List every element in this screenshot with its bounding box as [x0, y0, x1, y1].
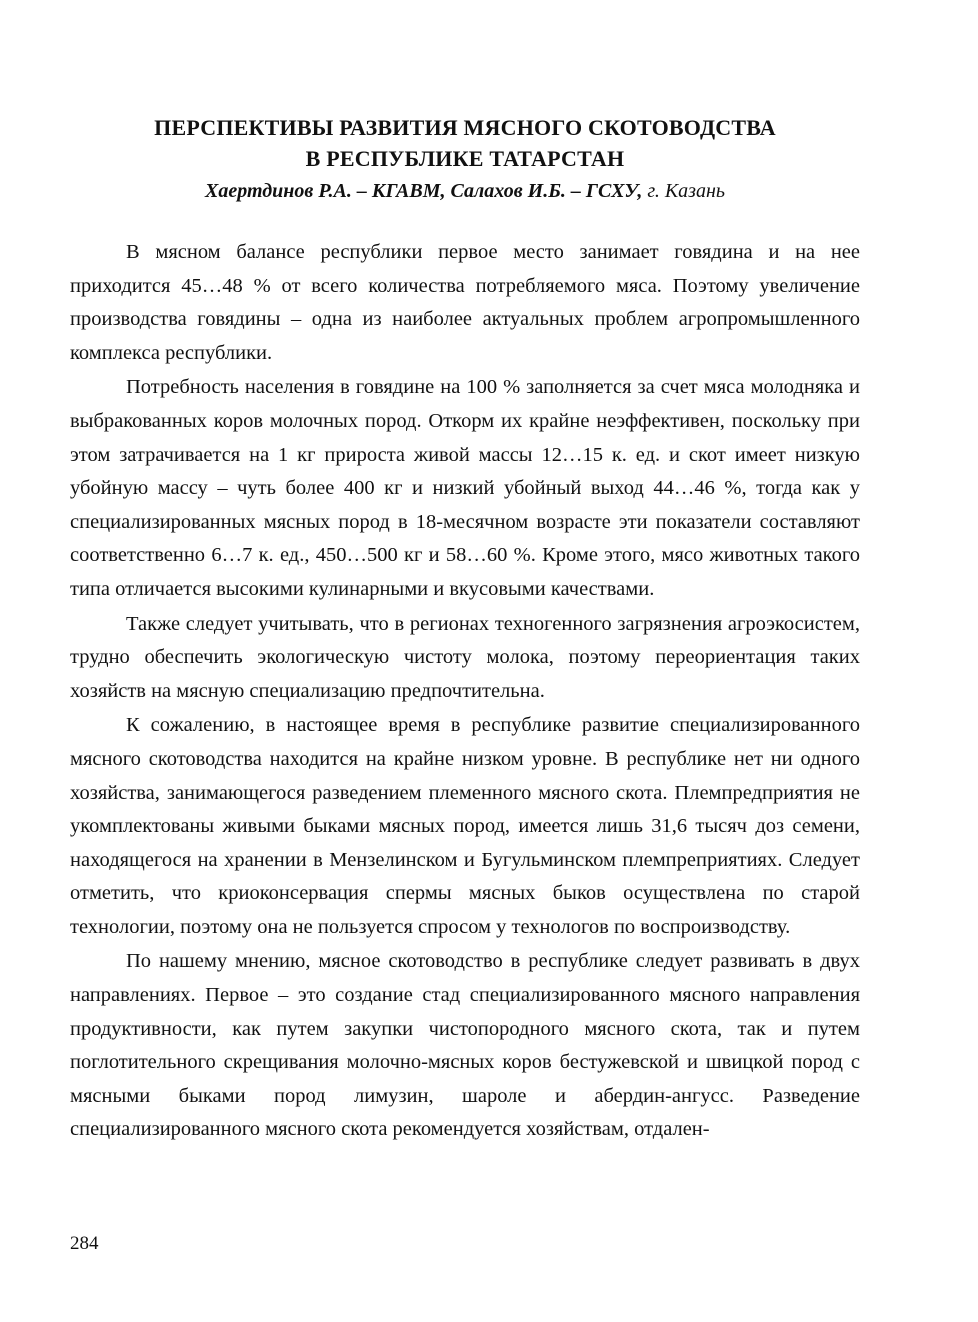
- paragraph-5: По нашему мнению, мясное скотоводство в республике следует развивать в двух направлениях. Первое – это создание стад специализированного мясного направления продуктивности, как путем закупки чистопородного мясного скота, так и путем поглотительного скрещивания молочно-мясных коров бестужевской и швицкой пород с мясными быками пород лимузин, шароле и абердин-ангусс. Разведение специализированного мясного скота рекомендуется хозяйствам, отдален-: [70, 950, 860, 1141]
- paragraph-2: Потребность населения в говядине на 100 % заполняется за счет мяса молодняка и выбракованных коров молочных пород. Откорм их крайне неэффективен, поскольку при этом затрачивается на 1 кг прироста живой массы 12…15 к. ед. и скот имеет низкую убойную массу – чуть более 400 кг и низкий убойный выход 44…46 %, тогда как у специализированных мясных пород в 18-месячном возрасте эти показатели составляют соответственно 6…7 к. ед., 450…500 кг и 58…60 %. Кроме этого, мясо животных такого типа отличается высокими кулинарными и вкусовыми качествами.: [70, 376, 860, 600]
- article-title-line-2: В РЕСПУБЛИКЕ ТАТАРСТАН: [305, 146, 625, 171]
- paragraph-4: К сожалению, в настоящее время в республике развитие специализированного мясного скотоводства находится на крайне низком уровне. В республике нет ни одного хозяйства, занимающегося разведением племенного мясного скота. Племпредприятия не укомплектованы живыми быками мясных пород, имеется лишь 31,6 тысяч доз семени, находящегося на хранении в Мензелинском и Бугульминском племпреприятиях. Следует отметить, что криоконсервация спермы мясных быков осуществлена по старой технологии, поэтому она не пользуется спросом у технологов по воспроизводству.: [70, 714, 860, 938]
- article-body: [70, 236, 860, 1147]
- paragraph-3: Также следует учитывать, что в регионах техногенного загрязнения агроэкосистем, трудно обеспечить экологическую чистоту молока, поэтому переориентация таких хозяйств на мясную специализацию предпочтительна.: [70, 612, 860, 702]
- authors-names: Хаертдинов Р.А. – КГАВМ, Салахов И.Б. – ГСХУ,: [205, 180, 643, 202]
- paragraph-1: В мясном балансе республики первое место занимает говядина и на нее приходится 45…48 % от всего количества потребляемого мяса. Поэтому увеличение производства говядины – одна из наиболее актуальных проблем агропромышленного комплекса республики.: [70, 241, 860, 364]
- page-number: 284: [70, 1233, 99, 1254]
- article-title-line-1: ПЕРСПЕКТИВЫ РАЗВИТИЯ МЯСНОГО СКОТОВОДСТВА: [154, 115, 776, 140]
- authors-city: г. Казань: [642, 180, 725, 202]
- article-authors: [70, 178, 860, 204]
